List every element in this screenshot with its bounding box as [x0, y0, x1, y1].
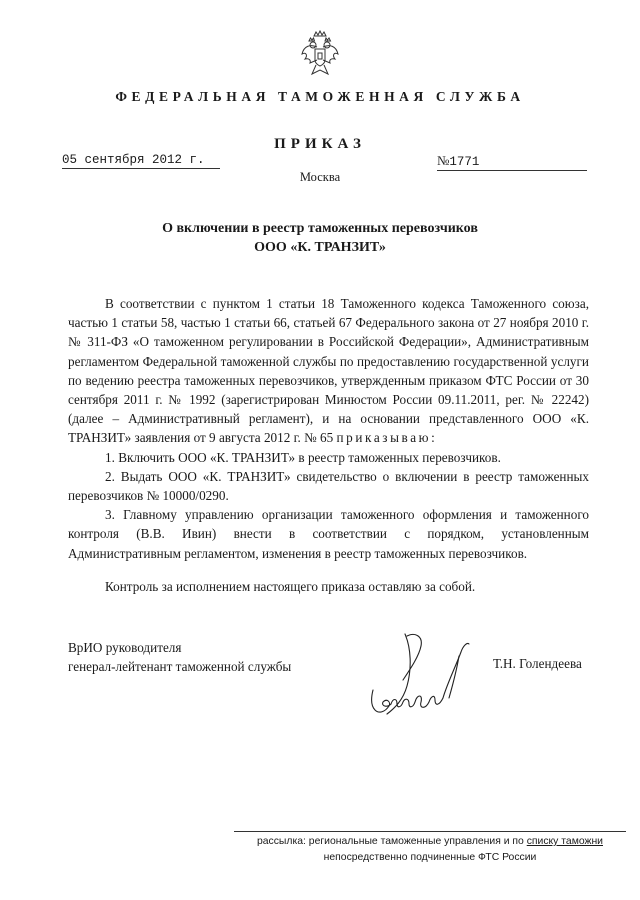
distribution-line-2: непосредственно подчиненные ФТС России — [323, 852, 537, 863]
city: Москва — [299, 170, 341, 184]
order-number-field — [437, 153, 587, 171]
distribution-divider — [234, 831, 626, 832]
order-number: 1771 — [449, 155, 480, 169]
distribution-list — [234, 834, 626, 866]
subject-line-2: ООО «К. ТРАНЗИТ» — [254, 240, 386, 255]
position-line-2: генерал-лейтенант таможенной службы — [68, 659, 292, 675]
document-type: ПРИКАЗ — [274, 136, 366, 152]
signatory-name: Т.Н. Голендеева — [493, 656, 582, 671]
preamble-paragraph — [68, 294, 589, 448]
handwritten-signature — [365, 628, 475, 720]
distribution-underlined: списку таможни — [526, 836, 603, 847]
number-sign: № — [437, 153, 450, 168]
control-paragraph: Контроль за исполнением настоящего приказа оставляю за собой. — [105, 578, 476, 594]
order-item-3: 3. Главному управлению организации таможенного оформления и таможенного контроля (В.В. Ивин) внести в соответствии с порядком, установленным Административным регламентом, изменения в реестр таможенных перевозчиков. — [68, 507, 589, 561]
subject-line-1: О включении в реестр таможенных перевозчиков — [162, 221, 478, 236]
distribution-prefix: рассылка: региональные таможенные управления и по — [256, 836, 527, 847]
position-line-1: ВрИО руководителя — [68, 640, 182, 655]
preamble-text: В соответствии с пунктом 1 статьи 18 Таможенного кодекса Таможенного союза, частью 1 статьи 58, частью 1 статьи 66, статьей 67 Федерального закона от 27 ноября 2010 г. № 311-ФЗ «О таможенном регулировании в Российской Федерации», Административным регламентом Федеральной таможенной службы по предоставлению государственной услуги по ведению реестра таможенных перевозчиков, утвержденным приказом ФТС России от 30 сентября 2011 г. № 1992 (зарегистрирован Минюстом России 09.11.2011, рег. № 22242) (далее – Административный регламент), и на основании представленного ООО «К. ТРАНЗИТ» заявления от 9 августа 2012 г. № 65 — [68, 296, 589, 446]
signatory-position — [68, 638, 291, 676]
order-word: приказываю: — [336, 430, 438, 446]
order-item-2: 2. Выдать ООО «К. ТРАНЗИТ» свидетельство о включении в реестр таможенных перевозчиков № 10000/0290. — [68, 468, 589, 504]
order-body — [68, 294, 589, 596]
order-subject — [0, 219, 640, 257]
russian-coat-of-arms-icon — [300, 30, 340, 76]
order-item-1: 1. Включить ООО «К. ТРАНЗИТ» в реестр таможенных перевозчиков. — [105, 449, 501, 465]
agency-name: ФЕДЕРАЛЬНАЯ ТАМОЖЕННАЯ СЛУЖБА — [115, 89, 525, 104]
distribution-line-1 — [234, 834, 626, 850]
order-date: 05 сентября 2012 г. — [62, 153, 220, 169]
